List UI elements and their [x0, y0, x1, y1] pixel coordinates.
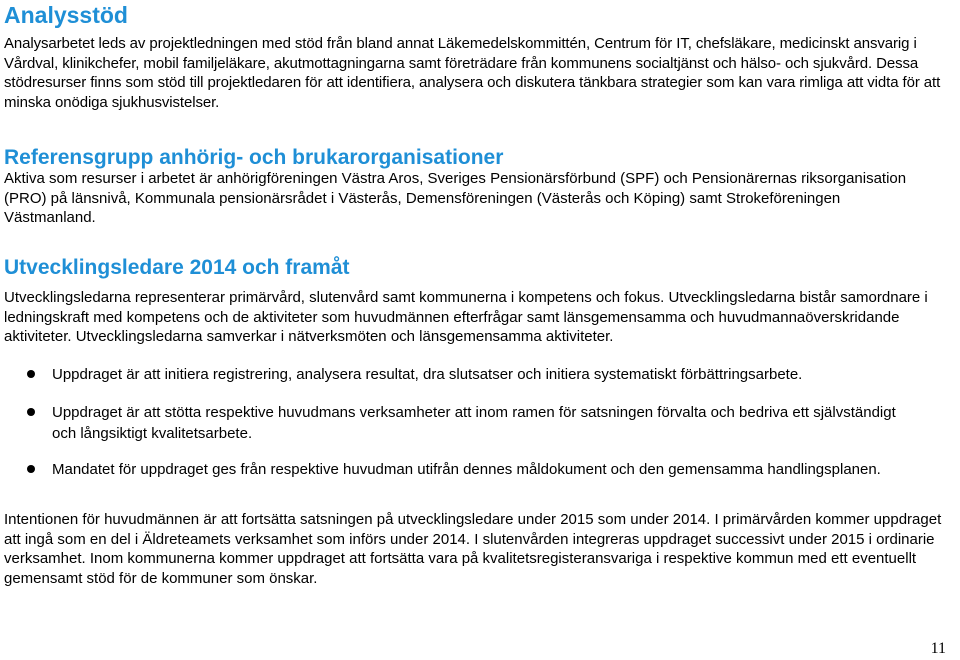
- paragraph-referensgrupp: Aktiva som resurser i arbetet är anhörigföreningen Västra Aros, Sveriges Pensionärsförbund (SPF) och Pensionärernas riksorganisation (PRO) på länsnivå, Kommunala pensionärsrådet i Västerås, Demensföreningen (Västerås och Köping) samt Strokeföreningen Västmanland.: [4, 170, 907, 226]
- paragraph-utvecklingsledare-intro: Utvecklingsledarna representerar primärvård, slutenvård samt kommunerna i kompetens och fokus. Utvecklingsledarna bistår samordnare i ledningskraft med kompetens och de aktiviteter som huvudmännen efterfrågar samt länsgemensamma och huvudmannaöverskridande aktiviteter. Utvecklingsledarna samverkar i nätverksmöten och länsgemensamma aktiviteter.: [4, 289, 928, 345]
- heading-referensgrupp: Referensgrupp anhörig- och brukarorganisationer: [4, 146, 504, 169]
- paragraph-utvecklingsledare-closing: Intentionen för huvudmännen är att fortsätta satsningen på utvecklingsledare under 2015 som under 2014. I primärvården kommer uppdraget att ingå som en del i Äldreteamets verksamhet som införs under 2014. I slutenvården integreras uppdraget successivt under 2015 i ordinarie verksamhet. Inom kommunerna kommer uppdraget att fortsätta vara på kvalitetsregisteransvariga i respektive kommun med ett eventuellt gemensamt stöd för de kommuner som önskar.: [4, 511, 942, 587]
- page-number: 11: [930, 640, 946, 657]
- bullet-marker: [27, 370, 35, 378]
- heading-analysstod: Analysstöd: [4, 2, 128, 28]
- bullet-item: Uppdraget är att stötta respektive huvudmans verksamheter att inom ramen för satsningen förvalta och bedriva ett självständigt och långsiktigt kvalitetsarbete.: [52, 404, 896, 442]
- bullet-marker: [27, 465, 35, 473]
- heading-utvecklingsledare: Utvecklingsledare 2014 och framåt: [4, 256, 350, 279]
- bullet-item: Mandatet för uppdraget ges från respektive huvudman utifrån dennes måldokument och den gemensamma handlingsplanen.: [52, 461, 881, 478]
- paragraph-analysstod: Analysarbetet leds av projektledningen med stöd från bland annat Läkemedelskommittén, Centrum för IT, chefsläkare, medicinskt ansvarig i Vårdval, klinikchefer, mobil familjeläkare, akutmottagningarna samt företrädare från kommunens socialtjänst och hälso- och sjukvård. Dessa stödresurser finns som stöd till projektledaren för att identifiera, analysera och diskutera tänkbara strategier som kan vara rimliga att vidta för att minska onödiga sjukhusvistelser.: [4, 35, 941, 111]
- bullet-item: Uppdraget är att initiera registrering, analysera resultat, dra slutsatser och initiera systematiskt förbättringsarbete.: [52, 366, 803, 383]
- bullet-marker: [27, 408, 35, 416]
